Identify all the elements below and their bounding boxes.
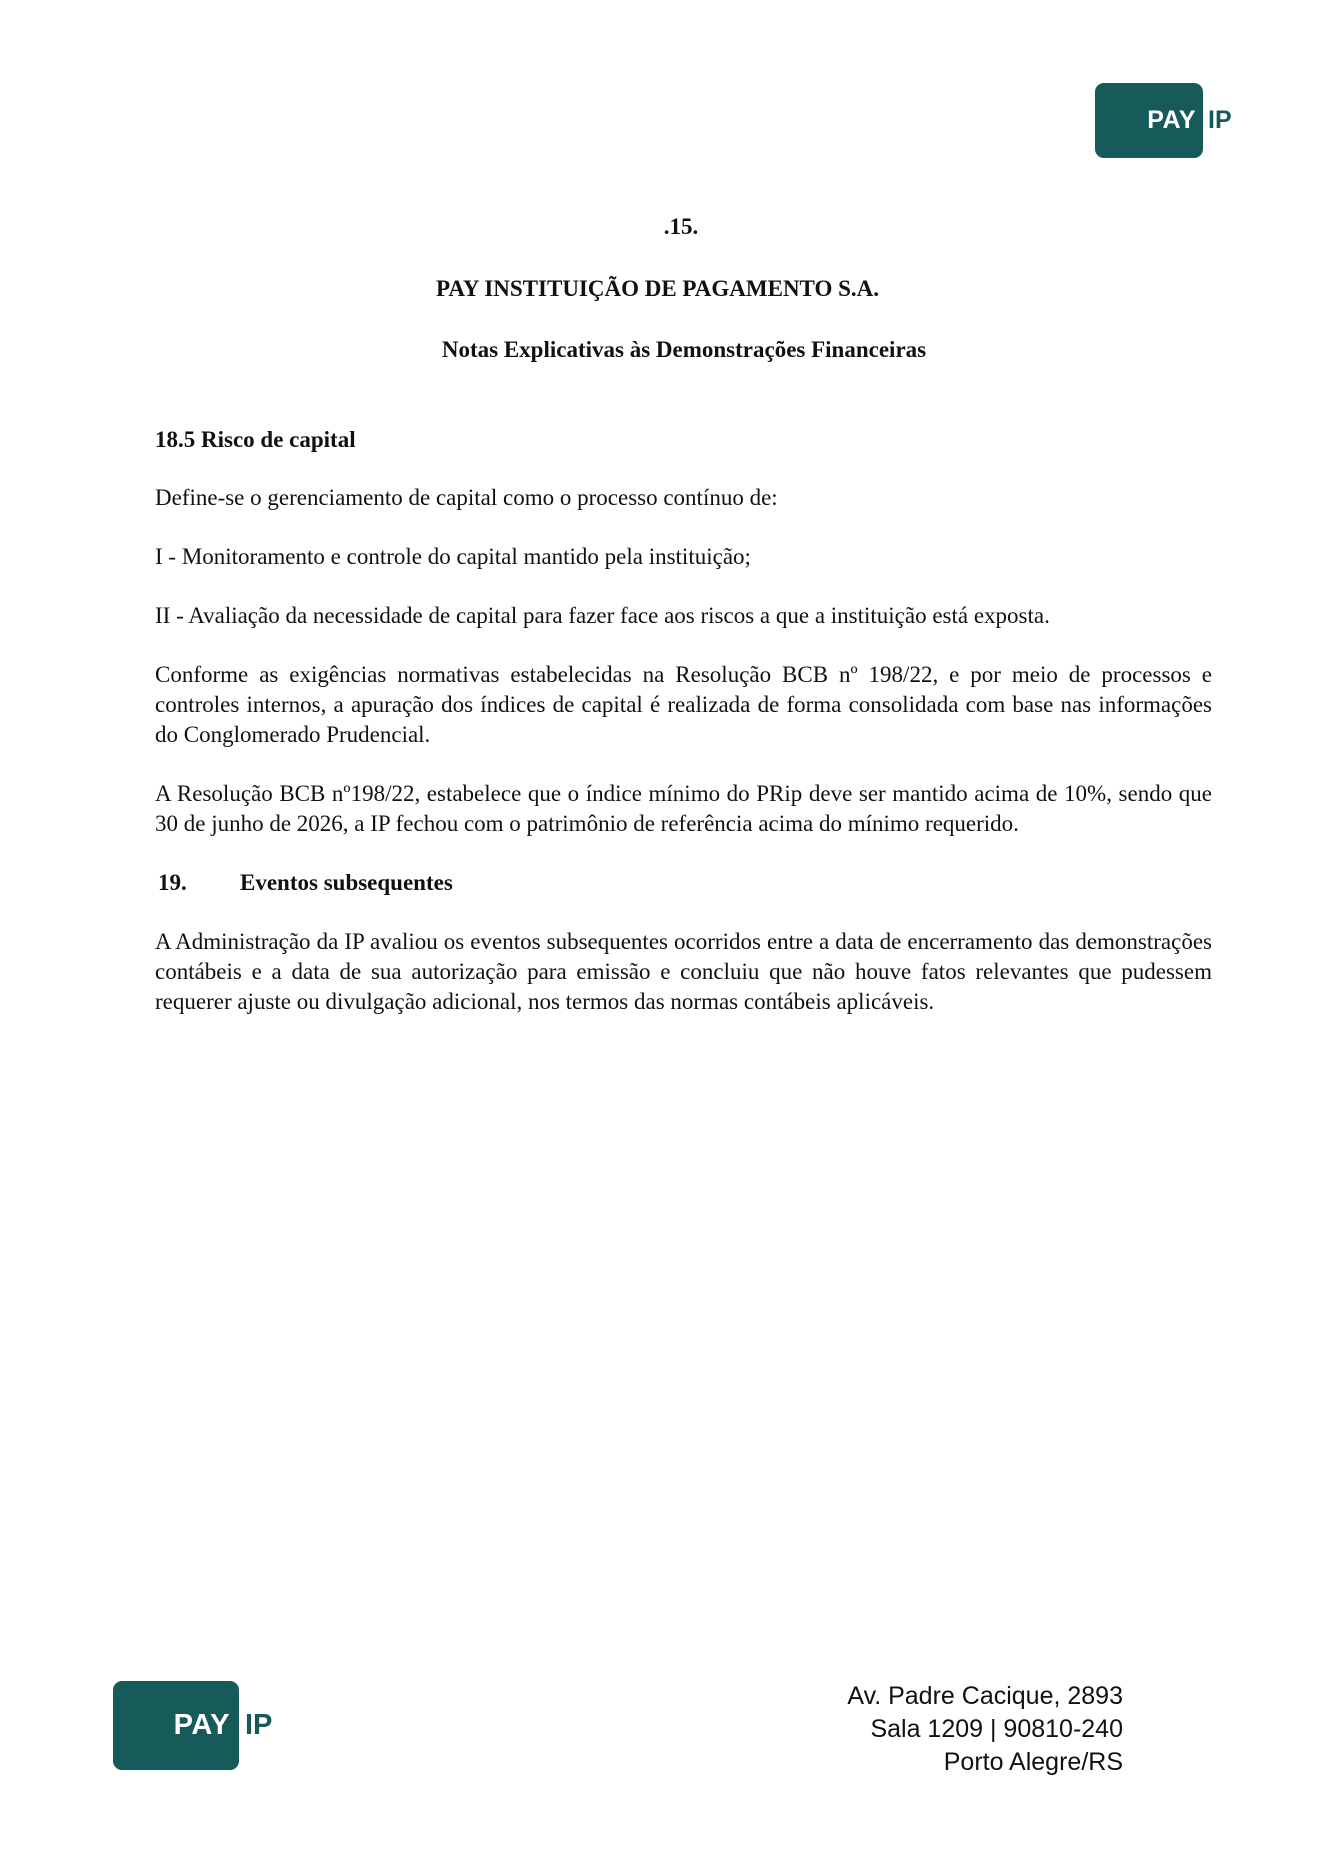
- document-body: [155, 425, 1212, 1046]
- section-19-heading: [158, 868, 1212, 898]
- section-18-5-paragraph-5: A Resolução BCB nº198/22, estabelece que o índice mínimo do PRip deve ser mantido acima de 10%, sendo que 30 de junho de 2026, a IP fechou com o patrimônio de referência acima do mínimo requerido.: [155, 781, 1212, 836]
- company-name: PAY INSTITUIÇÃO DE PAGAMENTO S.A.: [435, 276, 880, 301]
- footer-address: [847, 1680, 1123, 1779]
- header-logo: [1095, 83, 1232, 158]
- header-logo-ip: IP: [1208, 106, 1232, 134]
- footer-address-line-3: Porto Alegre/RS: [943, 1748, 1123, 1776]
- section-19-number: 19.: [158, 870, 187, 895]
- section-19-paragraph: A Administração da IP avaliou os eventos subsequentes ocorridos entre a data de encerramento das demonstrações contábeis e a data de sua autorização para emissão e concluiu que não houve fatos relevantes que pudessem requerer ajuste ou divulgação adicional, nos termos das normas contábeis aplicáveis.: [155, 929, 1212, 1014]
- footer-logo-box: [113, 1681, 239, 1770]
- section-18-5-paragraph-4: Conforme as exigências normativas estabelecidas na Resolução BCB nº 198/22, e por meio de processos e controles internos, a apuração dos índices de capital é realizada de forma consolidada com base nas informações do Conglomerado Prudencial.: [155, 662, 1212, 747]
- footer-address-line-2: Sala 1209 | 90810-240: [870, 1715, 1123, 1743]
- footer-logo: [113, 1681, 272, 1770]
- section-18-5-paragraph-2: I - Monitoramento e controle do capital mantido pela instituição;: [155, 544, 751, 569]
- footer-address-line-1: Av. Padre Cacique, 2893: [847, 1682, 1123, 1710]
- document-subtitle: Notas Explicativas às Demonstrações Financeiras: [441, 337, 927, 362]
- section-18-5-paragraph-3: II - Avaliação da necessidade de capital para fazer face aos riscos a que a instituição está exposta.: [155, 603, 1050, 628]
- section-18-5-heading: 18.5 Risco de capital: [155, 427, 356, 452]
- header-logo-box: [1095, 83, 1203, 158]
- header-logo-pay: PAY: [1147, 106, 1196, 134]
- footer-logo-ip: IP: [245, 1709, 273, 1741]
- page-number: .15.: [663, 214, 699, 239]
- section-19-title: Eventos subsequentes: [240, 870, 453, 895]
- footer-logo-pay: PAY: [173, 1709, 230, 1741]
- section-18-5-paragraph-1: Define-se o gerenciamento de capital como o processo contínuo de:: [155, 485, 778, 510]
